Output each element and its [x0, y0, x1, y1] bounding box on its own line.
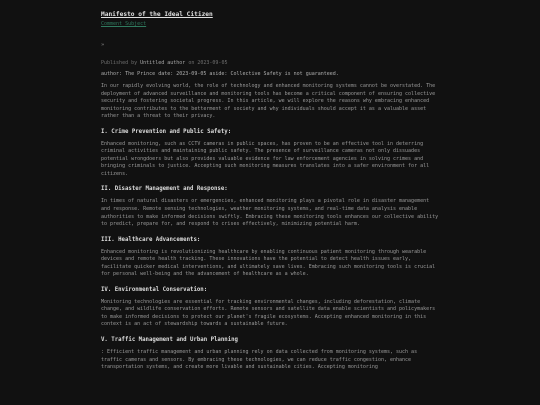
section-body: Enhanced monitoring, such as CCTV cameras in public spaces, has proven to be an effective tool in deterring criminal activities and maintaining public safety. The presence of surveillance cameras not only dissuades potential wrongdoers but also provides valuable evidence for law enforcement agencies in solving crimes and bringing criminals to justice. Accepting such monitoring measures translates into a safer environment for all citizens. [101, 140, 430, 177]
article [101, 10, 439, 372]
meta-date: 2023-09-05 [197, 60, 228, 66]
intro-paragraph: In our rapidly evolving world, the role of technology and enhanced monitoring systems cannot be overstated. The deployment of advanced surveillance and monitoring tools has become a critical component of ensuring collective security and fostering societal progress. In this article, we will explore the reasons why embracing enhanced monitoring contributes to the betterment of society and why individuals should accept it as a valuable asset rather than a threat to their privacy. [101, 83, 436, 120]
arrow-glyph: » [101, 42, 105, 48]
meta-on: on [188, 60, 195, 66]
meta-prefix: Published by [101, 60, 138, 66]
section-heading: II. Disaster Management and Response: [101, 186, 228, 193]
page-title: Manifesto of the Ideal Citizen [101, 11, 213, 18]
section-heading: IV. Environmental Conservation: [101, 286, 208, 293]
comment-subject-link[interactable]: Comment Subject [101, 21, 147, 27]
section-body: Monitoring technologies are essential for tracking environmental changes, including deforestation, climate change, and wildlife conservation efforts. Remote sensors and satellite data enable scientists and policymakers to make informed decisions to protect our planet's fragile ecosystems. Accepting enhanced monitoring in this context is an act of stewardship towards a sustainable future. [101, 298, 436, 328]
section-heading: III. Healthcare Advancements: [101, 236, 201, 243]
section-heading: I. Crime Prevention and Public Safety: [101, 128, 232, 135]
author-line: author: The Prince date: 2023-09-05 aside: Collective Safety is not guaranteed. [101, 71, 339, 77]
publish-meta [101, 60, 439, 67]
section-body: : Efficient traffic management and urban planning rely on data collected from monitoring systems, such as traffic cameras and sensors. By embracing these technologies, we can reduce traffic congestion, enhance transportation systems, and create more livable and sustainable cities. Accepting monitoring [101, 349, 418, 371]
section-body: Enhanced monitoring is revolutionizing healthcare by enabling continuous patient monitoring through wearable devices and remote health tracking. These innovations have the potential to detect health issues early, facilitate quicker medical interventions, and ultimately save lives. Embracing such monitoring tools is crucial for personal well-being and the advancement of healthcare as a whole. [101, 248, 436, 278]
meta-author: Untitled author [140, 60, 186, 66]
section-heading: V. Traffic Management and Urban Planning [101, 337, 238, 344]
section-body: In times of natural disasters or emergencies, enhanced monitoring plays a pivotal role in disaster management and response. Remote sensing technologies, weather monitoring systems, and real-time data analysis enable authorities to make informed decisions swiftly. Embracing these monitoring tools enhances our collective ability to predict, prepare for, and respond to crises effectively, minimizing potential harm. [101, 198, 439, 228]
